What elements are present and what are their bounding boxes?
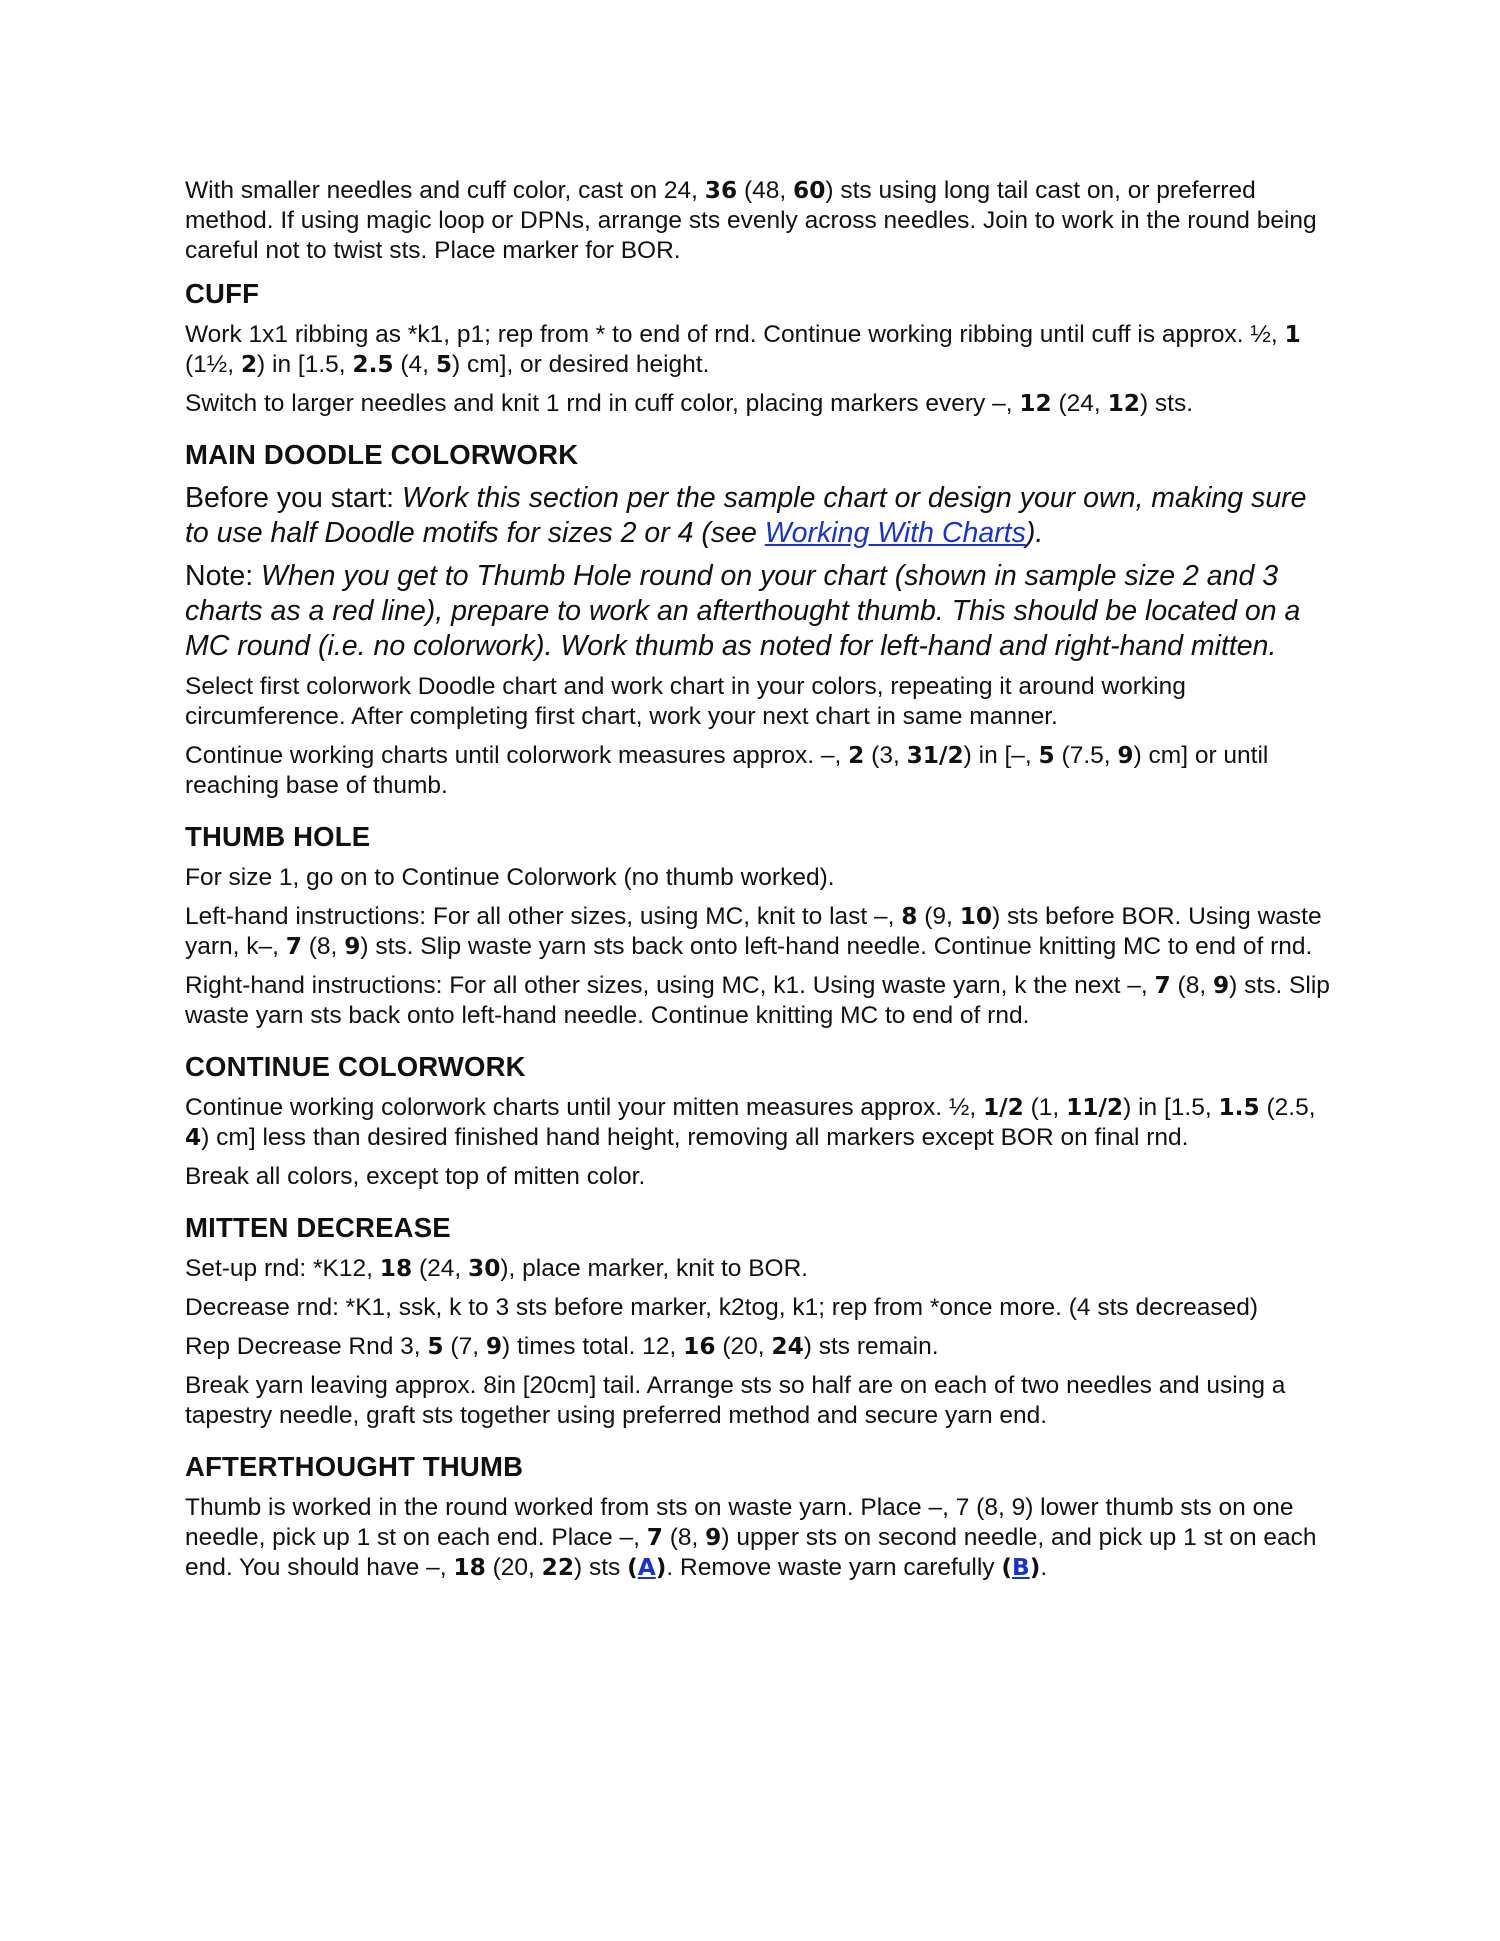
before-you-start-paragraph: Before you start: Work this section per the sample chart or design your own, making sure to use half Doodle motifs for sizes 2 or 4 (see Working With Charts).: [185, 482, 1307, 549]
decrease-round-paragraph: Decrease rnd: *K1, ssk, k to 3 sts before marker, k2tog, k1; rep from *once more. (4 sts decreased): [185, 1294, 1259, 1321]
select-chart-paragraph: Select first colorwork Doodle chart and work chart in your colors, repeating it around working circumference. After completing first chart, work your next chart in same manner.: [185, 673, 1186, 730]
break-colors-paragraph: Break all colors, except top of mitten color.: [185, 1163, 646, 1190]
cuff-switch-paragraph: Switch to larger needles and knit 1 rnd in cuff color, placing markers every –, 12 (24, 12) sts.: [185, 390, 1194, 417]
setup-round-paragraph: Set-up rnd: *K12, 18 (24, 30), place marker, knit to BOR.: [185, 1255, 809, 1282]
continue-colorwork-paragraph: Continue working colorwork charts until your mitten measures approx. ½, 1/2 (1, 11/2) in [1.5, 1.5 (2.5, 4) cm] less than desired finished hand height, removing all markers except BOR on final rnd.: [185, 1094, 1316, 1151]
cuff-heading: CUFF: [185, 278, 260, 309]
repeat-decrease-paragraph: Rep Decrease Rnd 3, 5 (7, 9) times total. 12, 16 (20, 24) sts remain.: [185, 1333, 939, 1360]
afterthought-thumb-heading: AFTERTHOUGHT THUMB: [185, 1451, 524, 1482]
continue-charts-paragraph: Continue working charts until colorwork measures approx. –, 2 (3, 31/2) in [–, 5 (7.5, 9) cm] or until reaching base of thumb.: [185, 742, 1269, 799]
document-content: [185, 176, 1335, 1592]
graft-paragraph: Break yarn leaving approx. 8in [20cm] tail. Arrange sts so half are on each of two needles and using a tapestry needle, graft sts together using preferred method and secure yarn end.: [185, 1372, 1286, 1429]
cuff-ribbing-paragraph: Work 1x1 ribbing as *k1, p1; rep from * to end of rnd. Continue working ribbing until cuff is approx. ½, 1 (1½, 2) in [1.5, 2.5 (4, 5) cm], or desired height.: [185, 321, 1301, 378]
continue-colorwork-heading: CONTINUE COLORWORK: [185, 1051, 526, 1082]
figure-b-link[interactable]: B: [1012, 1554, 1030, 1581]
figure-a-link[interactable]: A: [637, 1554, 656, 1581]
size-one-paragraph: For size 1, go on to Continue Colorwork (no thumb worked).: [185, 864, 835, 891]
main-colorwork-heading: MAIN DOODLE COLORWORK: [185, 439, 579, 470]
right-hand-paragraph: Right-hand instructions: For all other sizes, using MC, k1. Using waste yarn, k the next –, 7 (8, 9) sts. Slip waste yarn sts back onto left-hand needle. Continue knitting MC to end of rnd.: [185, 972, 1330, 1029]
thumb-note-paragraph: Note: When you get to Thumb Hole round on your chart (shown in sample size 2 and 3 charts as a red line), prepare to work an afterthought thumb. This should be located on a MC round (i.e. no colorwork). Work thumb as noted for left-hand and right-hand mitten.: [185, 560, 1301, 662]
thumb-hole-heading: THUMB HOLE: [185, 821, 371, 852]
working-with-charts-link[interactable]: Working With Charts: [764, 517, 1026, 549]
afterthought-paragraph: Thumb is worked in the round worked from sts on waste yarn. Place –, 7 (8, 9) lower thumb sts on one needle, pick up 1 st on each end. Place –, 7 (8, 9) upper sts on second needle, and pick up 1 st on each end. You should have –, 18 (20, 22) sts (A). Remove waste yarn carefully (B).: [185, 1494, 1317, 1581]
intro-paragraph: With smaller needles and cuff color, cast on 24, 36 (48, 60) sts using long tail cast on, or preferred method. If using magic loop or DPNs, arrange sts evenly across needles. Join to work in the round being careful not to twist sts. Place marker for BOR.: [185, 177, 1317, 264]
left-hand-paragraph: Left-hand instructions: For all other sizes, using MC, knit to last –, 8 (9, 10) sts before BOR. Using waste yarn, k–, 7 (8, 9) sts. Slip waste yarn sts back onto left-hand needle. Continue knitting MC to end of rnd.: [185, 903, 1322, 960]
mitten-decrease-heading: MITTEN DECREASE: [185, 1212, 451, 1243]
